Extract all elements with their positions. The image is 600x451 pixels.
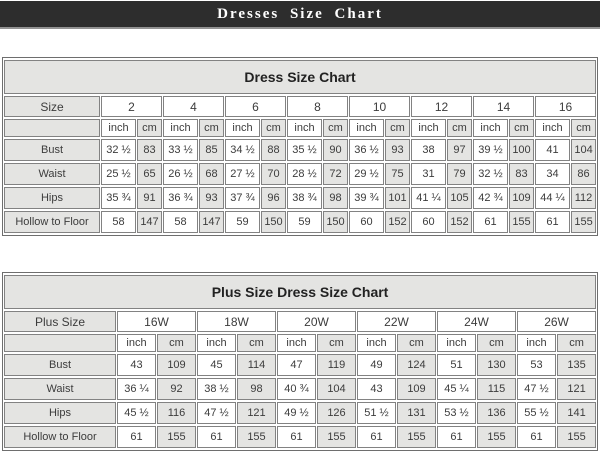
cm-value-cell: 90 [323,139,348,161]
inch-value-cell: 38 ½ [197,378,236,400]
row-label-cell: Hips [4,402,116,424]
unit-cm-cell: cm [317,334,356,352]
size-cell: 24W [437,311,516,332]
row-label-cell: Waist [4,163,100,185]
inch-value-cell: 43 [357,378,396,400]
inch-value-cell: 45 [197,354,236,376]
size-cell: 14 [473,96,534,117]
cm-value-cell: 155 [557,426,596,448]
cm-value-cell: 92 [157,378,196,400]
inch-value-cell: 35 ¾ [101,187,136,209]
row-label-cell: Waist [4,378,116,400]
unit-cm-cell: cm [261,119,286,137]
inch-value-cell: 36 ½ [349,139,384,161]
unit-cm-cell: cm [137,119,162,137]
inch-value-cell: 58 [163,211,198,233]
inch-value-cell: 34 [535,163,570,185]
inch-value-cell: 41 ¼ [411,187,446,209]
cm-value-cell: 155 [317,426,356,448]
unit-header-row [4,119,596,137]
inch-value-cell: 39 ½ [473,139,508,161]
cm-value-cell: 115 [477,378,516,400]
size-cell: 22W [357,311,436,332]
unit-inch-cell: inch [277,334,316,352]
unit-inch-cell: inch [535,119,570,137]
cm-value-cell: 109 [157,354,196,376]
inch-value-cell: 45 ½ [117,402,156,424]
inch-value-cell: 61 [473,211,508,233]
unit-cm-cell: cm [385,119,410,137]
inch-value-cell: 31 [411,163,446,185]
table-title-row [4,60,596,94]
cm-value-cell: 135 [557,354,596,376]
inch-value-cell: 60 [349,211,384,233]
cm-value-cell: 152 [385,211,410,233]
cm-value-cell: 150 [323,211,348,233]
inch-value-cell: 34 ½ [225,139,260,161]
cm-value-cell: 124 [397,354,436,376]
unit-cm-cell: cm [157,334,196,352]
cm-value-cell: 155 [237,426,276,448]
unit-inch-cell: inch [411,119,446,137]
dress-size-chart-table-container [2,57,598,236]
cm-value-cell: 104 [571,139,596,161]
inch-value-cell: 42 ¾ [473,187,508,209]
size-corner-label-cell: Plus Size [4,311,116,332]
cm-value-cell: 100 [509,139,534,161]
inch-value-cell: 51 [437,354,476,376]
inch-value-cell: 32 ½ [473,163,508,185]
cm-value-cell: 141 [557,402,596,424]
size-cell: 20W [277,311,356,332]
inch-value-cell: 38 [411,139,446,161]
page-title: Dresses Size Chart [217,5,383,22]
inch-value-cell: 51 ½ [357,402,396,424]
inch-value-cell: 25 ½ [101,163,136,185]
unit-cm-cell: cm [237,334,276,352]
cm-value-cell: 147 [137,211,162,233]
measurement-row [4,211,596,233]
cm-value-cell: 155 [571,211,596,233]
inch-value-cell: 27 ½ [225,163,260,185]
inch-value-cell: 26 ½ [163,163,198,185]
cm-value-cell: 114 [237,354,276,376]
cm-value-cell: 83 [137,139,162,161]
unit-inch-cell: inch [287,119,322,137]
cm-value-cell: 70 [261,163,286,185]
table-title: Plus Size Dress Size Chart [4,275,596,309]
cm-value-cell: 93 [385,139,410,161]
inch-value-cell: 61 [535,211,570,233]
inch-value-cell: 59 [287,211,322,233]
unit-inch-cell: inch [437,334,476,352]
unit-inch-cell: inch [225,119,260,137]
measurement-row [4,187,596,209]
inch-value-cell: 36 ¼ [117,378,156,400]
size-cell: 16 [535,96,596,117]
inch-value-cell: 60 [411,211,446,233]
cm-value-cell: 72 [323,163,348,185]
inch-value-cell: 29 ½ [349,163,384,185]
unit-cm-cell: cm [571,119,596,137]
page-header-bar [0,1,600,29]
inch-value-cell: 35 ½ [287,139,322,161]
measurement-row [4,354,596,376]
inch-value-cell: 61 [277,426,316,448]
inch-value-cell: 44 ¼ [535,187,570,209]
measurement-row [4,402,596,424]
size-cell: 10 [349,96,410,117]
table-title-row [4,275,596,309]
unit-inch-cell: inch [101,119,136,137]
cm-value-cell: 119 [317,354,356,376]
inch-value-cell: 61 [437,426,476,448]
inch-value-cell: 61 [517,426,556,448]
cm-value-cell: 75 [385,163,410,185]
unit-cm-cell: cm [397,334,436,352]
cm-value-cell: 121 [557,378,596,400]
inch-value-cell: 49 [357,354,396,376]
inch-value-cell: 36 ¾ [163,187,198,209]
cm-value-cell: 86 [571,163,596,185]
unit-inch-cell: inch [357,334,396,352]
cm-value-cell: 130 [477,354,516,376]
inch-value-cell: 55 ½ [517,402,556,424]
cm-value-cell: 104 [317,378,356,400]
inch-value-cell: 47 ½ [517,378,556,400]
unit-cm-cell: cm [447,119,472,137]
cm-value-cell: 88 [261,139,286,161]
unit-inch-cell: inch [163,119,198,137]
cm-value-cell: 147 [199,211,224,233]
cm-value-cell: 98 [237,378,276,400]
cm-value-cell: 101 [385,187,410,209]
inch-value-cell: 41 [535,139,570,161]
unit-inch-cell: inch [349,119,384,137]
inch-value-cell: 38 ¾ [287,187,322,209]
cm-value-cell: 155 [157,426,196,448]
cm-value-cell: 79 [447,163,472,185]
size-table [2,272,598,451]
unit-corner-cell [4,334,116,352]
inch-value-cell: 40 ¾ [277,378,316,400]
unit-cm-cell: cm [323,119,348,137]
row-label-cell: Hollow to Floor [4,426,116,448]
unit-inch-cell: inch [517,334,556,352]
size-table [2,57,598,236]
cm-value-cell: 116 [157,402,196,424]
size-cell: 8 [287,96,348,117]
cm-value-cell: 97 [447,139,472,161]
size-header-row [4,96,596,117]
cm-value-cell: 155 [397,426,436,448]
unit-inch-cell: inch [473,119,508,137]
cm-value-cell: 152 [447,211,472,233]
inch-value-cell: 59 [225,211,260,233]
row-label-cell: Hips [4,187,100,209]
measurement-row [4,139,596,161]
cm-value-cell: 105 [447,187,472,209]
cm-value-cell: 109 [397,378,436,400]
cm-value-cell: 112 [571,187,596,209]
measurement-row [4,426,596,448]
inch-value-cell: 45 ¼ [437,378,476,400]
inch-value-cell: 32 ½ [101,139,136,161]
cm-value-cell: 109 [509,187,534,209]
inch-value-cell: 28 ½ [287,163,322,185]
cm-value-cell: 131 [397,402,436,424]
size-cell: 18W [197,311,276,332]
cm-value-cell: 155 [509,211,534,233]
size-corner-label-cell: Size [4,96,100,117]
cm-value-cell: 83 [509,163,534,185]
inch-value-cell: 37 ¾ [225,187,260,209]
inch-value-cell: 33 ½ [163,139,198,161]
unit-cm-cell: cm [509,119,534,137]
size-cell: 2 [101,96,162,117]
cm-value-cell: 68 [199,163,224,185]
inch-value-cell: 61 [357,426,396,448]
row-label-cell: Bust [4,139,100,161]
row-label-cell: Bust [4,354,116,376]
inch-value-cell: 47 [277,354,316,376]
inch-value-cell: 58 [101,211,136,233]
inch-value-cell: 61 [197,426,236,448]
size-cell: 16W [117,311,196,332]
inch-value-cell: 49 ½ [277,402,316,424]
size-header-row [4,311,596,332]
unit-inch-cell: inch [117,334,156,352]
cm-value-cell: 96 [261,187,286,209]
unit-corner-cell [4,119,100,137]
cm-value-cell: 98 [323,187,348,209]
table-title: Dress Size Chart [4,60,596,94]
unit-header-row [4,334,596,352]
cm-value-cell: 93 [199,187,224,209]
inch-value-cell: 47 ½ [197,402,236,424]
cm-value-cell: 91 [137,187,162,209]
cm-value-cell: 65 [137,163,162,185]
inch-value-cell: 61 [117,426,156,448]
size-cell: 4 [163,96,224,117]
cm-value-cell: 126 [317,402,356,424]
inch-value-cell: 53 [517,354,556,376]
cm-value-cell: 150 [261,211,286,233]
cm-value-cell: 121 [237,402,276,424]
cm-value-cell: 155 [477,426,516,448]
measurement-row [4,163,596,185]
unit-cm-cell: cm [199,119,224,137]
unit-cm-cell: cm [477,334,516,352]
size-cell: 12 [411,96,472,117]
inch-value-cell: 53 ½ [437,402,476,424]
measurement-row [4,378,596,400]
size-cell: 6 [225,96,286,117]
inch-value-cell: 39 ¾ [349,187,384,209]
size-cell: 26W [517,311,596,332]
plus-size-chart-table-container [2,272,598,451]
cm-value-cell: 85 [199,139,224,161]
unit-cm-cell: cm [557,334,596,352]
unit-inch-cell: inch [197,334,236,352]
cm-value-cell: 136 [477,402,516,424]
inch-value-cell: 43 [117,354,156,376]
row-label-cell: Hollow to Floor [4,211,100,233]
